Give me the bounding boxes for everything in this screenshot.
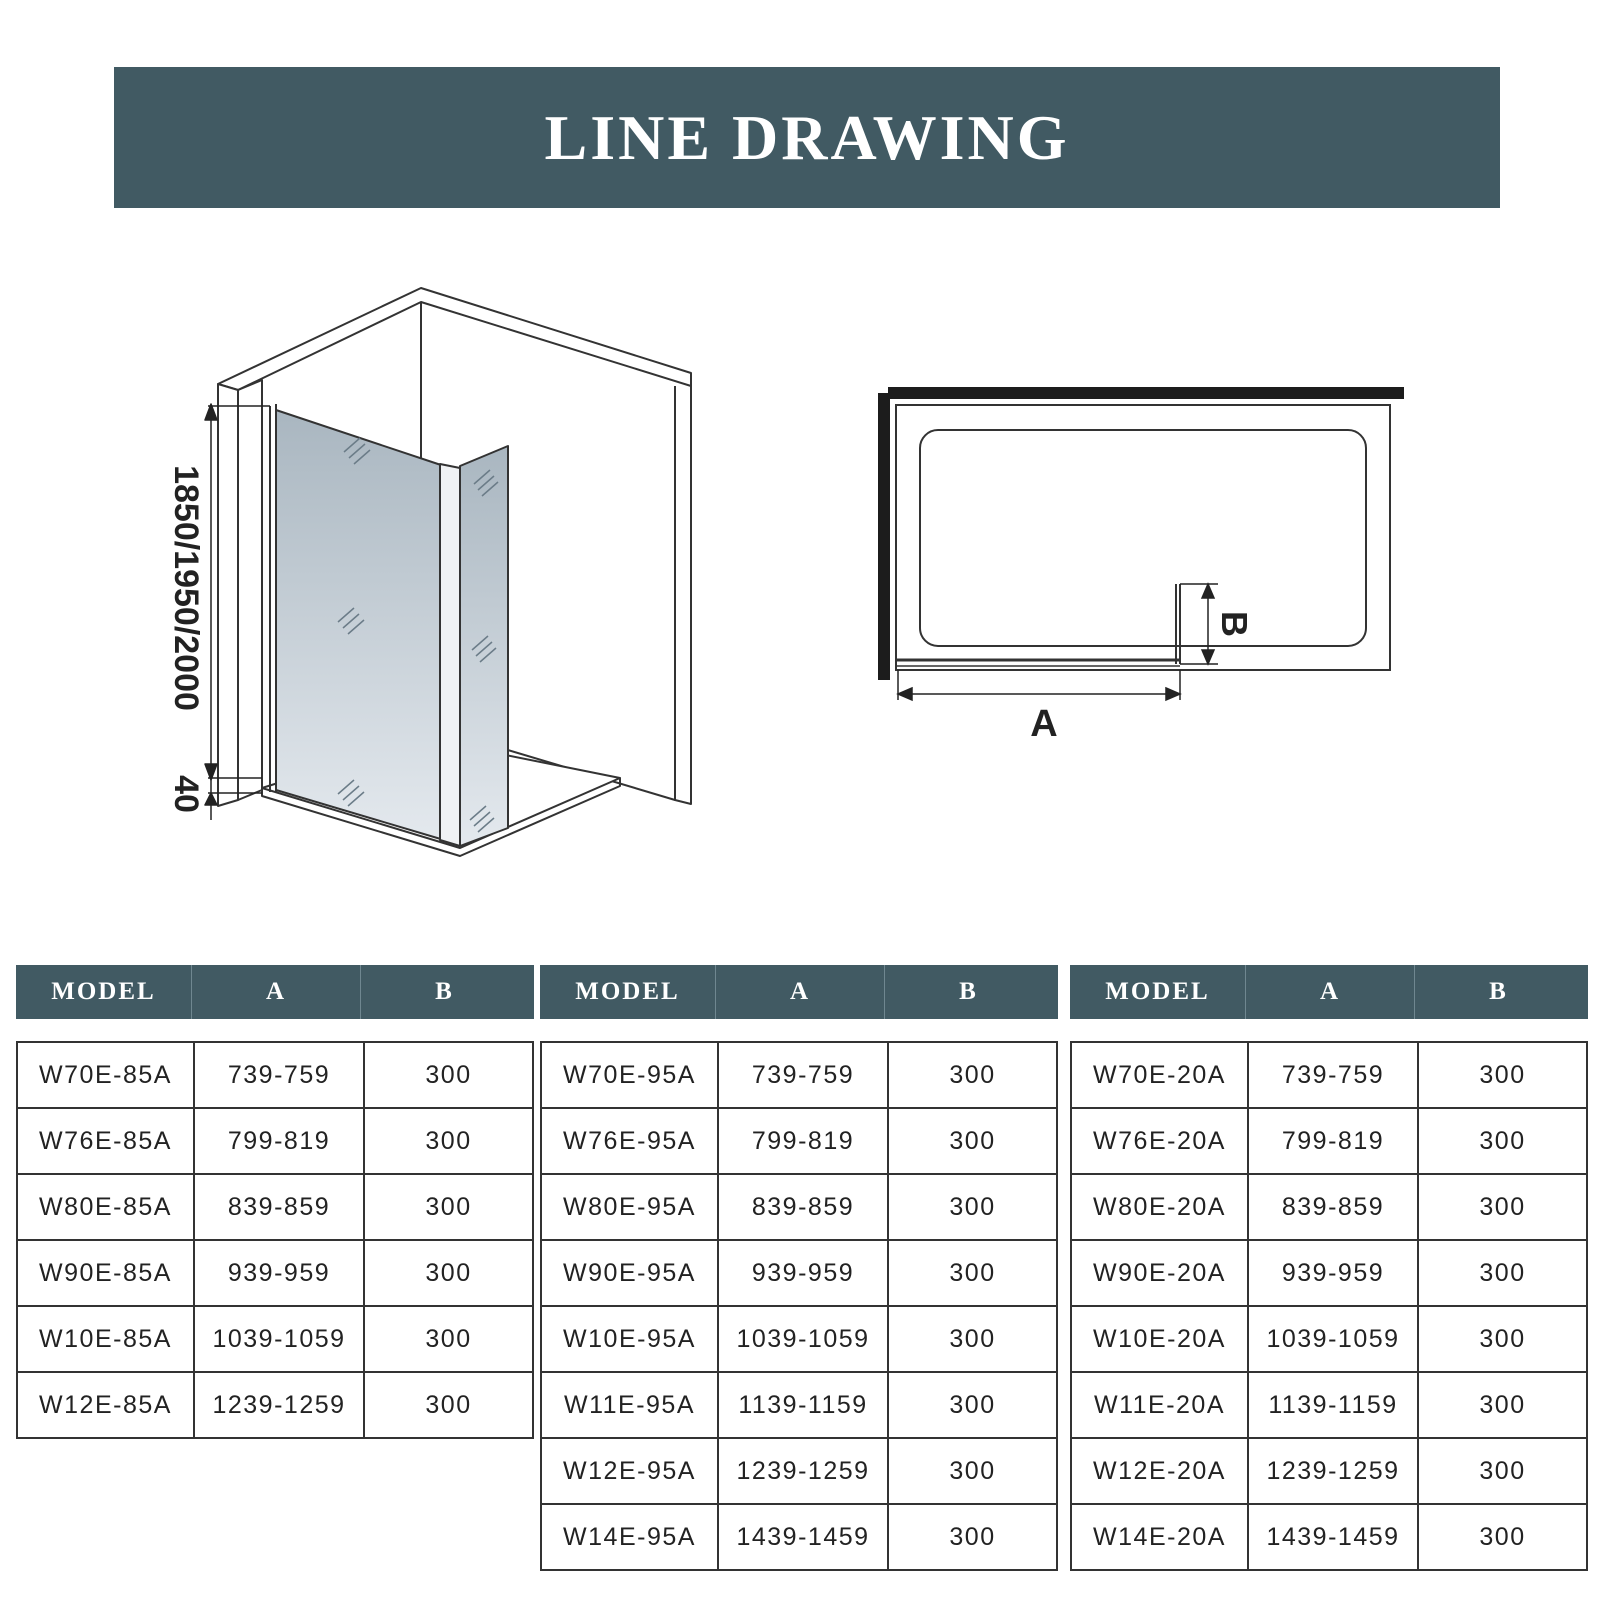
dimension-b-label: B: [1214, 611, 1255, 637]
cell-b: 300: [1417, 1175, 1586, 1239]
cell-a: 1139-1159: [717, 1373, 887, 1437]
table-row: [1072, 1043, 1586, 1109]
cell-model: W11E-95A: [563, 1390, 696, 1419]
cell-b: 300: [887, 1241, 1056, 1305]
plan-tray-outline: [896, 405, 1390, 670]
cell-b: 300: [887, 1109, 1056, 1173]
plan-tray-basin: [920, 430, 1366, 646]
table-row: [542, 1109, 1056, 1175]
table-header: [16, 965, 534, 1019]
cell-b: 300: [363, 1373, 532, 1437]
table-row: [1072, 1241, 1586, 1307]
plan-dimensions: [898, 584, 1218, 700]
cell-b: 300: [363, 1241, 532, 1305]
cell-b: 300: [1417, 1307, 1586, 1371]
cell-b: 300: [1417, 1043, 1586, 1107]
cell-b: 300: [887, 1505, 1056, 1569]
plan-wall-top: [888, 387, 1404, 399]
table-row: [542, 1439, 1056, 1505]
model-table-2: [540, 965, 1058, 1571]
cell-model: W12E-85A: [39, 1390, 172, 1419]
cell-a: 1039-1059: [193, 1307, 363, 1371]
header-a: A: [191, 965, 360, 1019]
table-row: [542, 1307, 1056, 1373]
model-table-3: [1070, 965, 1588, 1571]
cell-b: 300: [1417, 1109, 1586, 1173]
cell-model: W12E-20A: [1093, 1456, 1226, 1485]
base-height-label: 40: [167, 775, 205, 813]
cell-model: W80E-20A: [1093, 1192, 1226, 1221]
table-row: [1072, 1307, 1586, 1373]
table-header: [1070, 965, 1588, 1019]
cell-a: 839-859: [193, 1175, 363, 1239]
header-b: B: [1414, 965, 1582, 1019]
left-wall: [218, 384, 238, 806]
header-model: MODEL: [1105, 978, 1210, 1005]
cell-a: 739-759: [1247, 1043, 1417, 1107]
cell-a: 839-859: [717, 1175, 887, 1239]
cell-model: W10E-85A: [39, 1324, 172, 1353]
cell-b: 300: [363, 1109, 532, 1173]
table-row: [542, 1043, 1056, 1109]
cell-model: W14E-20A: [1093, 1522, 1226, 1551]
cell-a: 1139-1159: [1247, 1373, 1417, 1437]
cell-a: 1239-1259: [717, 1439, 887, 1503]
table-row: [1072, 1175, 1586, 1241]
table-row: [1072, 1439, 1586, 1505]
table-body: [540, 1041, 1058, 1571]
table-body: [1070, 1041, 1588, 1571]
table-row: [18, 1109, 532, 1175]
cell-model: W70E-85A: [39, 1060, 172, 1089]
dimension-a-label: A: [1030, 703, 1058, 745]
cell-a: 1239-1259: [193, 1373, 363, 1437]
header-a: A: [1245, 965, 1414, 1019]
cell-b: 300: [1417, 1439, 1586, 1503]
table-row: [18, 1307, 532, 1373]
table-row: [18, 1373, 532, 1439]
table-row: [1072, 1373, 1586, 1439]
cell-b: 300: [363, 1043, 532, 1107]
cell-b: 300: [363, 1307, 532, 1371]
cell-b: 300: [1417, 1373, 1586, 1437]
cell-a: 799-819: [1247, 1109, 1417, 1173]
cell-model: W12E-95A: [563, 1456, 696, 1485]
cell-b: 300: [887, 1373, 1056, 1437]
table-row: [18, 1175, 532, 1241]
cell-model: W70E-20A: [1093, 1060, 1226, 1089]
cell-b: 300: [1417, 1505, 1586, 1569]
table-row: [1072, 1109, 1586, 1175]
cell-a: 799-819: [193, 1109, 363, 1173]
cell-b: 300: [887, 1439, 1056, 1503]
cell-a: 1439-1459: [717, 1505, 887, 1569]
cell-model: W10E-20A: [1093, 1324, 1226, 1353]
cell-model: W14E-95A: [563, 1522, 696, 1551]
cell-model: W70E-95A: [563, 1060, 696, 1089]
table-body: [16, 1041, 534, 1439]
cell-a: 1439-1459: [1247, 1505, 1417, 1569]
table-row: [18, 1241, 532, 1307]
header-model: MODEL: [51, 978, 156, 1005]
cell-a: 1239-1259: [1247, 1439, 1417, 1503]
cell-a: 1039-1059: [717, 1307, 887, 1371]
cell-model: W90E-85A: [39, 1258, 172, 1287]
model-table-1: [16, 965, 534, 1439]
cell-model: W76E-95A: [563, 1126, 696, 1155]
cell-a: 939-959: [717, 1241, 887, 1305]
plan-wall-left: [878, 393, 890, 680]
back-wall-right: [675, 373, 691, 804]
plan-view: [878, 387, 1404, 680]
cell-a: 739-759: [193, 1043, 363, 1107]
cell-b: 300: [887, 1307, 1056, 1371]
back-wall-top: [218, 288, 691, 390]
cell-b: 300: [887, 1175, 1056, 1239]
isometric-view: [205, 288, 691, 856]
cell-a: 939-959: [193, 1241, 363, 1305]
left-wall-inner: [238, 380, 262, 800]
cell-model: W90E-20A: [1093, 1258, 1226, 1287]
cell-a: 939-959: [1247, 1241, 1417, 1305]
table-row: [542, 1175, 1056, 1241]
header-b: B: [360, 965, 528, 1019]
height-label: 1850/1950/2000: [167, 465, 205, 711]
table-header: [540, 965, 1058, 1019]
corner-post: [440, 464, 460, 846]
table-row: [542, 1241, 1056, 1307]
cell-model: W76E-20A: [1093, 1126, 1226, 1155]
cell-model: W80E-95A: [563, 1192, 696, 1221]
cell-model: W90E-95A: [563, 1258, 696, 1287]
table-row: [18, 1043, 532, 1109]
table-row: [542, 1373, 1056, 1439]
cell-b: 300: [1417, 1241, 1586, 1305]
glass-panel-main: [276, 410, 444, 840]
header-model: MODEL: [575, 978, 680, 1005]
cell-model: W11E-20A: [1093, 1390, 1226, 1419]
cell-a: 1039-1059: [1247, 1307, 1417, 1371]
page-title: LINE DRAWING: [544, 101, 1070, 173]
header-a: A: [715, 965, 884, 1019]
table-row: [542, 1505, 1056, 1571]
cell-a: 839-859: [1247, 1175, 1417, 1239]
cell-model: W76E-85A: [39, 1126, 172, 1155]
cell-model: W10E-95A: [563, 1324, 696, 1353]
cell-a: 799-819: [717, 1109, 887, 1173]
table-row: [1072, 1505, 1586, 1571]
cell-a: 739-759: [717, 1043, 887, 1107]
header-b: B: [884, 965, 1052, 1019]
cell-b: 300: [887, 1043, 1056, 1107]
cell-b: 300: [363, 1175, 532, 1239]
cell-model: W80E-85A: [39, 1192, 172, 1221]
glass-panel-return: [460, 446, 508, 846]
